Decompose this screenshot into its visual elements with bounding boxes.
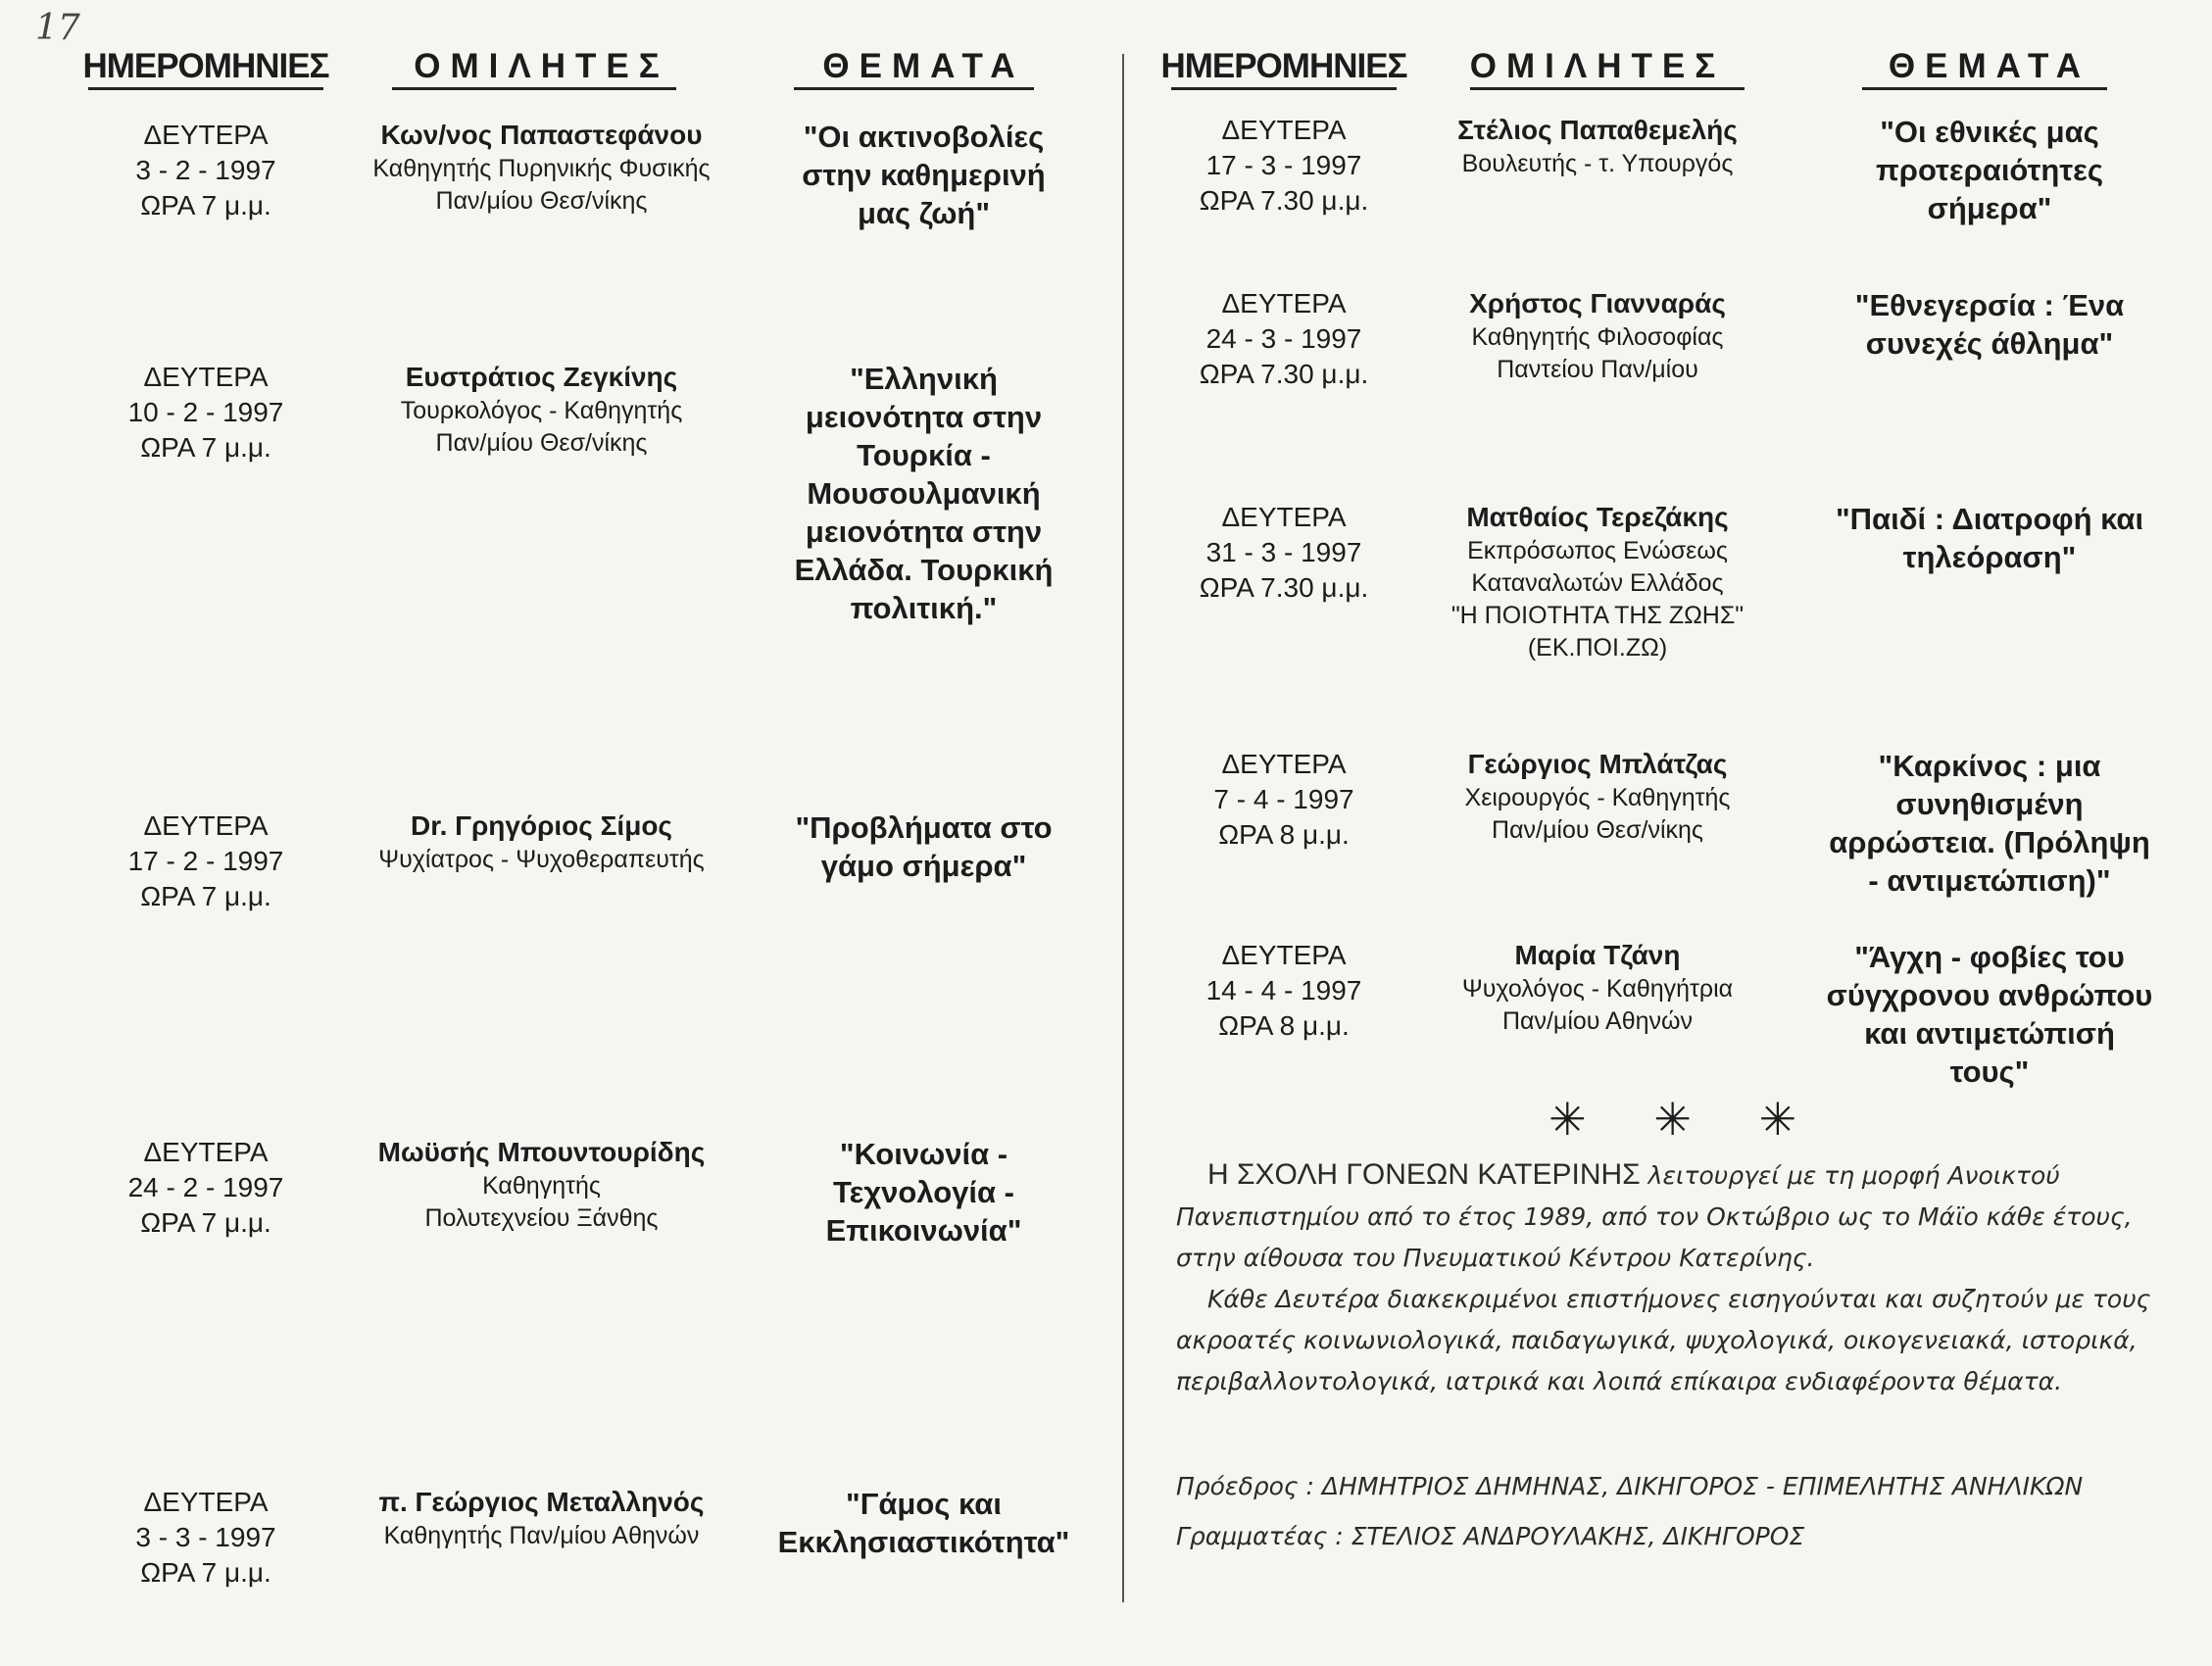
topic-line: Επικοινωνία" bbox=[825, 1213, 1022, 1248]
event-speaker bbox=[333, 1485, 750, 1552]
speaker-role: Καθηγητής Φιλοσοφίας bbox=[1471, 323, 1724, 351]
header-rule bbox=[794, 87, 1034, 90]
speaker-role: Εκπρόσωπος Ενώσεως bbox=[1467, 537, 1728, 564]
topic-line: τηλεόραση" bbox=[1902, 540, 2077, 574]
about-paragraph-1 bbox=[1176, 1154, 2166, 1279]
topic-line: στην καθημερινή bbox=[802, 158, 1046, 192]
speaker-name: Μωϋσής Μπουντουρίδης bbox=[377, 1137, 706, 1167]
event-day: ΔΕΥΤΕΡΑ bbox=[143, 1487, 269, 1517]
header-topics: ΘΕΜΑΤΑ bbox=[822, 47, 1025, 85]
event-time: ΩΡΑ 7 μ.μ. bbox=[140, 432, 271, 463]
event-date-value: 10 - 2 - 1997 bbox=[127, 397, 284, 427]
header-rule bbox=[1862, 87, 2107, 90]
speaker-role: (ΕΚ.ΠΟΙ.ΖΩ) bbox=[1527, 634, 1668, 662]
speaker-role: Παντείου Παν/μίου bbox=[1497, 356, 1698, 383]
speaker-role: Καθηγητής bbox=[482, 1172, 601, 1200]
event-day: ΔΕΥΤΕΡΑ bbox=[1221, 502, 1347, 532]
president-line: Πρόεδρος : ΔΗΜΗΤΡΙΟΣ ΔΗΜΗΝΑΣ, ΔΙΚΗΓΟΡΟΣ - ΕΠΙΜΕΛΗΤΗΣ ΑΝΗΛΙΚΩΝ bbox=[1176, 1472, 2084, 1500]
topic-line: "Καρκίνος : μια bbox=[1878, 749, 2101, 783]
header-rule bbox=[1470, 87, 1745, 90]
event-date bbox=[78, 360, 333, 466]
event-time: ΩΡΑ 8 μ.μ. bbox=[1218, 1010, 1350, 1041]
event-day: ΔΕΥΤΕΡΑ bbox=[143, 810, 269, 841]
secretary-line: Γραμματέας : ΣΤΕΛΙΟΣ ΑΝΔΡΟΥΛΑΚΗΣ, ΔΙΚΗΓΟΡΟΣ bbox=[1176, 1522, 1805, 1550]
topic-line: "Ελληνική bbox=[850, 362, 998, 396]
event-speaker bbox=[1431, 500, 1764, 664]
header-topics: ΘΕΜΑΤΑ bbox=[1888, 47, 2091, 85]
topic-line: σύγχρονου ανθρώπου bbox=[1826, 978, 2153, 1012]
event-date bbox=[1156, 113, 1411, 219]
event-date bbox=[78, 808, 333, 914]
event-day: ΔΕΥΤΕΡΑ bbox=[1221, 288, 1347, 318]
event-date bbox=[1156, 500, 1411, 606]
topic-line: μας ζωή" bbox=[857, 196, 991, 230]
page-number: 17 bbox=[35, 8, 80, 48]
event-topic bbox=[1789, 113, 2190, 227]
header-speakers: ΟΜΙΛΗΤΕΣ bbox=[414, 47, 669, 85]
topic-line: συνεχές άθλημα" bbox=[1865, 326, 2114, 361]
speaker-name: Ματθαίος Τερεζάκης bbox=[1466, 502, 1729, 532]
speaker-role: Καθηγητής Παν/μίου Αθηνών bbox=[383, 1522, 700, 1549]
speaker-role: Παν/μίου Θεσ/νίκης bbox=[1492, 816, 1703, 844]
about-text bbox=[1176, 1154, 2166, 1402]
speaker-role: Πολυτεχνείου Ξάνθης bbox=[424, 1204, 659, 1232]
speaker-name: Ευστράτιος Ζεγκίνης bbox=[405, 362, 678, 392]
event-speaker bbox=[1431, 113, 1764, 180]
about-paragraph-1-text: λειτουργεί με τη μορφή Ανοικτού Πανεπιστημίου από το έτος 1989, από τον Οκτώβριο ως το Μάϊο κάθε έτους, στην αίθουσα του Πνευματικού Κέντρου Κατερίνης. bbox=[1176, 1161, 2133, 1272]
event-time: ΩΡΑ 8 μ.μ. bbox=[1218, 819, 1350, 850]
event-day: ΔΕΥΤΕΡΑ bbox=[143, 1137, 269, 1167]
topic-line: αρρώστεια. (Πρόληψη bbox=[1829, 825, 2150, 859]
speaker-role: Παν/μίου Αθηνών bbox=[1501, 1007, 1694, 1035]
topic-line: Τουρκία - bbox=[857, 438, 991, 472]
event-date bbox=[1156, 938, 1411, 1044]
topic-line: συνηθισμένη bbox=[1895, 787, 2084, 821]
right-panel bbox=[1137, 0, 2212, 1666]
event-topic bbox=[1789, 747, 2190, 900]
fold-divider bbox=[1122, 54, 1124, 1602]
topic-line: "Γάμος και bbox=[846, 1487, 1002, 1521]
event-topic bbox=[1789, 938, 2190, 1091]
event-date bbox=[78, 1135, 333, 1241]
event-date-value: 17 - 2 - 1997 bbox=[127, 846, 284, 876]
event-topic bbox=[1789, 286, 2190, 363]
event-date-value: 24 - 2 - 1997 bbox=[127, 1172, 284, 1202]
event-date bbox=[78, 1485, 333, 1591]
event-time: ΩΡΑ 7 μ.μ. bbox=[140, 1207, 271, 1238]
speaker-name: Χρήστος Γιανναράς bbox=[1469, 288, 1726, 318]
topic-line: "Οι εθνικές μας bbox=[1880, 115, 2099, 149]
event-topic bbox=[755, 118, 1093, 232]
speaker-role: Καταναλωτών Ελλάδος bbox=[1471, 569, 1724, 597]
speaker-role: Ψυχολόγος - Καθηγήτρια bbox=[1461, 975, 1734, 1003]
topic-line: Τεχνολογία - bbox=[832, 1175, 1015, 1209]
header-rule bbox=[88, 87, 323, 90]
event-date bbox=[1156, 747, 1411, 853]
event-speaker bbox=[1431, 286, 1764, 386]
event-date bbox=[1156, 286, 1411, 392]
event-speaker bbox=[333, 118, 750, 218]
event-date-value: 3 - 3 - 1997 bbox=[135, 1522, 276, 1552]
speaker-role: Ψυχίατρος - Ψυχοθεραπευτής bbox=[378, 846, 705, 873]
topic-line: "Παιδί : Διατροφή και bbox=[1835, 502, 2144, 536]
event-date-value: 17 - 3 - 1997 bbox=[1205, 150, 1362, 180]
topic-line: σήμερα" bbox=[1927, 191, 2052, 225]
header-dates: ΗΜΕΡΟΜΗΝΙΕΣ bbox=[1160, 47, 1407, 85]
event-topic bbox=[1789, 500, 2190, 576]
event-speaker bbox=[333, 360, 750, 460]
speaker-role: Παν/μίου Θεσ/νίκης bbox=[435, 187, 648, 215]
speaker-name: Γεώργιος Μπλάτζας bbox=[1467, 749, 1728, 779]
event-day: ΔΕΥΤΕΡΑ bbox=[143, 362, 269, 392]
speaker-role: Παν/μίου Θεσ/νίκης bbox=[435, 429, 648, 457]
topic-line: μειονότητα στην bbox=[805, 400, 1043, 434]
event-speaker bbox=[1431, 938, 1764, 1038]
topic-line: γάμο σήμερα" bbox=[820, 849, 1027, 883]
event-topic bbox=[755, 1485, 1093, 1561]
event-topic bbox=[755, 1135, 1093, 1250]
speaker-name: Κων/νος Παπαστεφάνου bbox=[380, 120, 703, 150]
event-speaker bbox=[333, 808, 750, 876]
topic-line: πολιτική." bbox=[850, 591, 998, 625]
topic-line: "Κοινωνία - bbox=[839, 1137, 1008, 1171]
event-speaker bbox=[333, 1135, 750, 1235]
speaker-role: Καθηγητής Πυρηνικής Φυσικής bbox=[372, 155, 711, 182]
topic-line: Εκκλησιαστικότητα" bbox=[777, 1525, 1070, 1559]
speaker-name: Μαρία Τζάνη bbox=[1514, 940, 1681, 970]
speaker-role: Χειρουργός - Καθηγητής bbox=[1464, 784, 1731, 811]
event-speaker bbox=[1431, 747, 1764, 847]
event-time: ΩΡΑ 7.30 μ.μ. bbox=[1199, 572, 1369, 603]
topic-line: "Άγχη - φοβίες του bbox=[1854, 940, 2125, 974]
speaker-name: Dr. Γρηγόριος Σίμος bbox=[411, 810, 672, 841]
speaker-name: π. Γεώργιος Μεταλληνός bbox=[378, 1487, 705, 1517]
event-date-value: 3 - 2 - 1997 bbox=[135, 155, 276, 185]
topic-line: Ελλάδα. Τουρκική bbox=[794, 553, 1054, 587]
topic-line: "Προβλήματα στο bbox=[795, 810, 1053, 845]
event-topic bbox=[755, 360, 1093, 627]
header-dates: ΗΜΕΡΟΜΗΝΙΕΣ bbox=[82, 47, 329, 85]
event-day: ΔΕΥΤΕΡΑ bbox=[143, 120, 269, 150]
speaker-role: Βουλευτής - τ. Υπουργός bbox=[1461, 150, 1734, 177]
event-day: ΔΕΥΤΕΡΑ bbox=[1221, 940, 1347, 970]
event-date bbox=[78, 118, 333, 223]
event-time: ΩΡΑ 7 μ.μ. bbox=[140, 190, 271, 220]
topic-line: "Οι ακτινοβολίες bbox=[803, 120, 1045, 154]
header-rule bbox=[392, 87, 676, 90]
event-time: ΩΡΑ 7.30 μ.μ. bbox=[1199, 185, 1369, 216]
topic-line: μειονότητα στην bbox=[805, 514, 1043, 549]
asterisk-divider: ✳ ✳ ✳ bbox=[1548, 1094, 1825, 1145]
event-date-value: 31 - 3 - 1997 bbox=[1205, 537, 1362, 567]
speaker-name: Στέλιος Παπαθεμελής bbox=[1457, 115, 1738, 145]
topic-line: και αντιμετώπισή bbox=[1864, 1016, 2115, 1051]
topic-line: προτεραιότητες bbox=[1876, 153, 2103, 187]
event-date-value: 7 - 4 - 1997 bbox=[1213, 784, 1354, 814]
topic-line: Μουσουλμανική bbox=[807, 476, 1041, 511]
speaker-role: Τουρκολόγος - Καθηγητής bbox=[400, 397, 683, 424]
about-paragraph-2 bbox=[1176, 1279, 2166, 1402]
event-day: ΔΕΥΤΕΡΑ bbox=[1221, 115, 1347, 145]
event-time: ΩΡΑ 7 μ.μ. bbox=[140, 1557, 271, 1588]
event-topic bbox=[755, 808, 1093, 885]
about-paragraph-2-text: Κάθε Δευτέρα διακεκριμένοι επιστήμονες εισηγούνται και συζητούν με τους ακροατές κοινωνιολογικά, παιδαγωγικά, ψυχολογικά, οικογενειακά, ιστορικά, περιβαλλοντολογικά, ιατρικά και λοιπά επίκαιρα ενδιαφέροντα θέματα. bbox=[1176, 1285, 2151, 1396]
topic-line: τους" bbox=[1949, 1054, 2030, 1089]
event-date-value: 14 - 4 - 1997 bbox=[1205, 975, 1362, 1005]
topic-line: "Εθνεγερσία : Ένα bbox=[1854, 288, 2125, 322]
event-date-value: 24 - 3 - 1997 bbox=[1205, 323, 1362, 354]
speaker-role: "Η ΠΟΙΟΤΗΤΑ ΤΗΣ ΖΩΗΣ" bbox=[1450, 602, 1745, 629]
topic-line: - αντιμετώπιση)" bbox=[1868, 863, 2111, 898]
header-speakers: ΟΜΙΛΗΤΕΣ bbox=[1469, 47, 1726, 85]
header-rule bbox=[1171, 87, 1397, 90]
school-name: Η ΣΧΟΛΗ ΓΟΝΕΩΝ ΚΑΤΕΡΙΝΗΣ bbox=[1207, 1158, 1641, 1191]
event-time: ΩΡΑ 7 μ.μ. bbox=[140, 881, 271, 911]
event-time: ΩΡΑ 7.30 μ.μ. bbox=[1199, 359, 1369, 389]
event-day: ΔΕΥΤΕΡΑ bbox=[1221, 749, 1347, 779]
